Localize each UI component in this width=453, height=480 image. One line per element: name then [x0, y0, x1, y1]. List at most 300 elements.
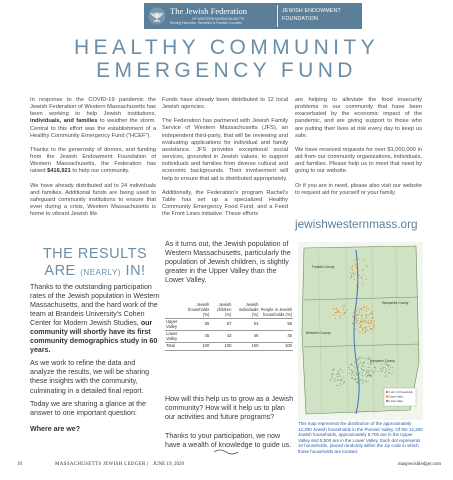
intro-paragraph: Additionally, the Federation's program Rachel's Table has set up a specialized Healthy Community Emergency Food Fund, and a Feed the Front Lines initiative. These efforts [162, 189, 288, 218]
household-dot [344, 381, 345, 382]
household-dot [365, 331, 366, 332]
website-link[interactable]: jewishwesternmass.org [295, 217, 418, 231]
household-dot [361, 317, 362, 318]
household-dot [385, 373, 386, 374]
household-dot [352, 371, 353, 372]
household-dot [349, 369, 350, 370]
household-dot [371, 376, 372, 377]
household-dot [351, 375, 352, 376]
results-text: Thanks to the outstanding participation rates of the Jewish population in Western Massachusetts, and the hard work of the team at Brandeis University's Cohen Center for Modern Jewish Studies, [30, 283, 160, 328]
household-dot [350, 272, 351, 273]
household-dot [340, 376, 341, 377]
results-heading-in: IN! [125, 263, 146, 279]
household-dot [345, 311, 346, 312]
household-dot [331, 374, 332, 375]
household-dot [365, 318, 366, 319]
household-dot [366, 381, 367, 382]
household-dot [370, 328, 371, 329]
household-dot [358, 275, 359, 276]
household-dot [358, 383, 359, 384]
results-paragraph: Thanks to your participation, we now have a wealth of knowledge to guide us. [165, 432, 292, 450]
table-cell: Total [165, 343, 181, 351]
table-cell: 54 [232, 319, 259, 331]
table-cell: 45 [259, 331, 293, 343]
page-number: 10 [17, 462, 22, 467]
household-dot [371, 375, 372, 376]
publication-url[interactable]: masjewishledger.com [398, 462, 442, 467]
household-dot [360, 332, 361, 333]
household-dot [366, 321, 367, 322]
household-dot [340, 379, 341, 380]
household-dot [353, 320, 354, 321]
federation-sub: OF WESTERN MASSACHUSETTS [192, 17, 245, 21]
results-paragraph: Today we are sharing a glance at the answer to one important question: [30, 399, 146, 417]
household-dot [368, 320, 369, 321]
household-dot [361, 368, 362, 369]
household-dot [369, 314, 370, 315]
household-dot [362, 279, 363, 280]
household-dot [350, 365, 351, 366]
household-dot [366, 329, 367, 330]
household-dot [356, 310, 357, 311]
household-dot [373, 321, 374, 322]
household-dot [357, 378, 358, 379]
intro-paragraph: The Federation has partnered with Jewish Family Service of Western Massachusetts (JFS), an independent third-party, that will be reviewing and evaluating applications for individual and family assistance. JFS provides exceptional social services, grounded in Jewish values, to support individuals and families from diverse cultural and economic backgrounds. Their involvement will help to ensure that aid is distributed appropriately. [162, 118, 288, 182]
household-dot [341, 380, 342, 381]
footer-separator: | [147, 462, 149, 467]
household-dot [365, 328, 366, 329]
table-header: Jewish individuals (%) [238, 302, 259, 317]
household-dot [355, 322, 356, 323]
household-dot [340, 369, 341, 370]
household-dot [356, 268, 357, 269]
household-dot [372, 311, 373, 312]
household-dot [344, 305, 345, 306]
household-dot [364, 358, 365, 359]
household-dot [380, 368, 381, 369]
household-dot [359, 378, 360, 379]
results-paragraph: As it turns out, the Jewish population of Western Massachusetts, particularly the population of Jewish children, is slightly greater in the Upper Valley than the Lower Valley. [165, 240, 291, 285]
household-dot [357, 279, 358, 280]
household-dot [361, 314, 362, 315]
map-label-berkshire: Berkshire County [306, 331, 331, 335]
results-paragraph: How will this help us to grow as a Jewish community? How will it help us to plan our activities and future programs? [165, 395, 294, 422]
household-dot [351, 276, 352, 277]
household-dot [373, 317, 374, 318]
table-row [165, 343, 293, 351]
household-dot [348, 367, 349, 368]
menorah-logo-icon [148, 7, 166, 25]
household-dot [349, 277, 350, 278]
household-dot [360, 322, 361, 323]
population-table [165, 302, 293, 351]
household-dot [343, 306, 344, 307]
household-dot [338, 380, 339, 381]
federation-serving: Serving Hampden, Berkshire & Franklin Counties [170, 21, 242, 25]
household-dot [337, 312, 338, 313]
household-dot [391, 374, 392, 375]
results-paragraph [30, 283, 160, 355]
results-column-2 [165, 240, 295, 289]
results-bold-text: our community will shortly have its first community demographics study in 60 years. [30, 319, 158, 355]
household-dot [362, 319, 363, 320]
household-dot [384, 367, 385, 368]
household-dot [355, 316, 356, 317]
table-row [165, 331, 293, 343]
household-dot [359, 364, 360, 365]
household-dot [361, 324, 362, 325]
results-heading-line1: THE RESULTS [42, 246, 148, 262]
household-dot [378, 371, 379, 372]
household-dot [340, 312, 341, 313]
household-dot [388, 365, 389, 366]
household-dot [343, 308, 344, 309]
household-dot [363, 371, 364, 372]
federation-banner [144, 3, 362, 29]
household-dot [351, 277, 352, 278]
household-dot [393, 371, 394, 372]
household-dot [365, 314, 366, 315]
intro-column-2 [162, 97, 288, 225]
household-dot [383, 367, 384, 368]
household-dot [368, 363, 369, 364]
household-dot [359, 308, 360, 309]
legend-lower-swatch [386, 400, 389, 402]
publication-name: MASSACHUSETTS JEWISH LEDGER [55, 462, 146, 467]
table-cell: Lower Valley [165, 331, 181, 343]
household-dot [374, 327, 375, 328]
intro-paragraph: Or if you are in need, please also visit our website to request aid for yourself or your family. [295, 182, 422, 196]
household-dot [390, 367, 391, 368]
household-dot [356, 382, 357, 383]
household-dot [369, 326, 370, 327]
household-dot [355, 264, 356, 265]
household-dot [357, 360, 358, 361]
household-dot [356, 374, 357, 375]
household-dot [368, 367, 369, 368]
household-dot [367, 322, 368, 323]
household-dot [337, 376, 338, 377]
household-dot [373, 326, 374, 327]
household-dot [358, 372, 359, 373]
intro-text: Thanks to the generosity of donors, and funding from the Jewish Endowment Foundation of Western Massachusetts, the Federation has raised [30, 146, 156, 175]
household-dot [358, 357, 359, 358]
decorative-squiggle-icon [212, 448, 244, 456]
household-dot [347, 310, 348, 311]
table-cell: 100 [181, 343, 210, 351]
household-dot [343, 383, 344, 384]
household-dot [339, 374, 340, 375]
household-dot [333, 374, 334, 375]
household-dot [366, 311, 367, 312]
household-dot [356, 285, 357, 286]
table-header: Jewish households (%) [187, 302, 210, 317]
table-header: Jewish children (%) [216, 302, 232, 317]
household-dot [358, 358, 359, 359]
household-dot [370, 364, 371, 365]
household-dot [385, 371, 386, 372]
table-cell: 45 [181, 331, 210, 343]
household-dot [353, 375, 354, 376]
household-dot [366, 327, 367, 328]
table-cell: 100 [210, 343, 232, 351]
household-dot [353, 272, 354, 273]
household-dot [333, 314, 334, 315]
household-dot [372, 371, 373, 372]
household-dot [351, 377, 352, 378]
household-dot [359, 323, 360, 324]
household-dot [343, 377, 344, 378]
map-label-hampden: Hampden County [370, 359, 395, 363]
household-dot [358, 314, 359, 315]
household-dot [371, 320, 372, 321]
household-dot [366, 314, 367, 315]
household-dot [334, 379, 335, 380]
household-dot [364, 327, 365, 328]
household-dot [356, 373, 357, 374]
household-dot [351, 364, 352, 365]
results-column-1 [30, 283, 160, 438]
amount-raised: $416,921 [47, 168, 71, 175]
household-dot [367, 370, 368, 371]
household-dot [334, 308, 335, 309]
household-dot [356, 363, 357, 364]
household-dot [361, 373, 362, 374]
household-dot [354, 279, 355, 280]
household-dot [339, 385, 340, 386]
household-dot [373, 324, 374, 325]
household-dot [354, 367, 355, 368]
household-dot [360, 326, 361, 327]
household-dot [367, 317, 368, 318]
household-dot [368, 359, 369, 360]
household-dot [354, 260, 355, 261]
household-dot [353, 274, 354, 275]
household-dot [352, 265, 353, 266]
household-dot [336, 310, 337, 311]
table-cell: 100 [259, 343, 293, 351]
intro-paragraph: We have received requests for over $1,000,000 in aid from our community organizations, individuals, and families. Please help us to meet that need by going to our website. [295, 146, 422, 175]
household-dot [358, 365, 359, 366]
household-dot [357, 259, 358, 260]
household-dot [344, 312, 345, 313]
pioneer-valley-map [298, 242, 423, 420]
household-dot [335, 378, 336, 379]
legend-label: Upper Valley [389, 395, 404, 399]
household-dot [341, 384, 342, 385]
household-dot [362, 333, 363, 334]
household-dot [353, 273, 354, 274]
household-dot [357, 308, 358, 309]
household-dot [333, 308, 334, 309]
household-dot [355, 273, 356, 274]
household-dot [381, 370, 382, 371]
household-dot [364, 306, 365, 307]
household-dot [366, 265, 367, 266]
household-dot [363, 380, 364, 381]
headline-line2: EMERGENCY FUND [96, 59, 357, 82]
household-dot [362, 328, 363, 329]
household-dot [361, 277, 362, 278]
banner-divider [277, 5, 278, 27]
household-dot [362, 381, 363, 382]
household-dot [332, 376, 333, 377]
results-heading-line2 [30, 263, 160, 279]
household-dot [384, 376, 385, 377]
household-dot [337, 373, 338, 374]
household-dot [359, 311, 360, 312]
household-dot [351, 267, 352, 268]
household-dot [386, 370, 387, 371]
household-dot [357, 375, 358, 376]
household-dot [360, 321, 361, 322]
household-dot [352, 365, 353, 366]
results-heading-nearly: (NEARLY) [80, 268, 122, 277]
household-dot [352, 316, 353, 317]
household-dot [336, 374, 337, 375]
household-dot [359, 373, 360, 374]
household-dot [353, 323, 354, 324]
household-dot [365, 330, 366, 331]
legend-label: Lower Valley [389, 400, 404, 403]
household-dot [362, 375, 363, 376]
household-dot [331, 378, 332, 379]
household-dot [355, 318, 356, 319]
household-dot [362, 285, 363, 286]
household-dot [360, 362, 361, 363]
household-dot [367, 375, 368, 376]
household-dot [364, 274, 365, 275]
household-dot [358, 286, 359, 287]
household-dot [371, 311, 372, 312]
household-dot [368, 372, 369, 373]
household-dot [368, 309, 369, 310]
household-dot [334, 369, 335, 370]
household-dot [354, 361, 355, 362]
household-dot [368, 370, 369, 371]
federation-name: The Jewish Federation [170, 6, 247, 16]
household-dot [371, 321, 372, 322]
household-dot [362, 270, 363, 271]
household-dot [374, 320, 375, 321]
household-dot [367, 330, 368, 331]
intro-bold-text: individuals, and families [30, 118, 98, 125]
household-dot [369, 367, 370, 368]
household-dot [335, 318, 336, 319]
household-dot [336, 308, 337, 309]
household-dot [371, 369, 372, 370]
household-dot [338, 371, 339, 372]
household-dot [389, 365, 390, 366]
household-dot [357, 320, 358, 321]
household-dot [364, 366, 365, 367]
household-dot [366, 371, 367, 372]
household-dot [365, 322, 366, 323]
household-dot [363, 269, 364, 270]
household-dot [381, 364, 382, 365]
intro-paragraph [30, 147, 156, 176]
intro-paragraph: Funds have already been distributed to 12 local Jewish agencies. [162, 97, 288, 111]
legend-upper-swatch [386, 396, 389, 398]
map-caption: This map represents the distribution of the approximately 12,200 Jewish households in the Pioneer Valley. Of the 12,200 Jewish households, approximately 6,700 are in the Upper Valley and 5,500 are in the Lower Valley. Each dot represents 10 households, placed randomly within the zip code in which those households are located. [298, 421, 423, 454]
household-dot [355, 363, 356, 364]
table-header-row [165, 302, 293, 319]
household-dot [339, 383, 340, 384]
household-dot [342, 306, 343, 307]
household-dot [356, 321, 357, 322]
household-dot [366, 279, 367, 280]
household-dot [355, 371, 356, 372]
household-dot [351, 275, 352, 276]
intro-paragraph: We have already distributed aid to 24 individuals and families. Additional funds are being used to safeguard community institutions to ensure that even during a crisis, Western Massachusetts is home to vibrant Jewish life. [30, 182, 156, 218]
household-dot [340, 315, 341, 316]
household-dot [363, 362, 364, 363]
table-row [165, 319, 293, 331]
results-column-2-continued [165, 395, 295, 454]
household-dot [366, 358, 367, 359]
household-dot [355, 369, 356, 370]
household-dot [362, 329, 363, 330]
federation-tagline [170, 17, 244, 25]
intro-paragraph [30, 97, 156, 140]
household-dot [365, 374, 366, 375]
household-dot [366, 306, 367, 307]
household-dot [352, 378, 353, 379]
intro-paragraph: are helping to alleviate the food insecurity problems in our community that have been exacerbated by the economic impact of the pandemic, and are giving support to those who are putting their lives at risk every day to keep us safe. [295, 97, 422, 139]
table-header: People in Jewish households (%) [260, 307, 292, 317]
household-dot [372, 329, 373, 330]
legend-label: 1 dot = 10 households [389, 391, 413, 394]
household-dot [375, 370, 376, 371]
legend-dot-icon [386, 391, 388, 393]
household-dot [362, 383, 363, 384]
household-dot [384, 364, 385, 365]
household-dot [356, 365, 357, 366]
household-dot [372, 313, 373, 314]
table-cell: 100 [232, 343, 259, 351]
household-dot [361, 356, 362, 357]
household-dot [355, 378, 356, 379]
headline-line1: HEALTHY COMMUNITY [73, 36, 380, 59]
household-dot [349, 373, 350, 374]
household-dot [392, 367, 393, 368]
intro-text: to weather the storm. Central to this effort was the establishment of a Healthy Community Emergency Fund ("HCEF"). [30, 118, 156, 139]
household-dot [332, 370, 333, 371]
household-dot [365, 320, 366, 321]
household-dot [382, 371, 383, 372]
household-dot [331, 373, 332, 374]
household-dot [360, 379, 361, 380]
household-dot [357, 331, 358, 332]
household-dot [357, 266, 358, 267]
household-dot [356, 266, 357, 267]
household-dot [335, 312, 336, 313]
table-cell: 55 [181, 319, 210, 331]
household-dot [344, 313, 345, 314]
household-dot [362, 365, 363, 366]
table-cell: Upper Valley [165, 319, 181, 331]
household-dot [389, 372, 390, 373]
household-dot [356, 318, 357, 319]
household-dot [366, 369, 367, 370]
household-dot [358, 373, 359, 374]
household-dot [364, 259, 365, 260]
household-dot [366, 308, 367, 309]
household-dot [359, 312, 360, 313]
household-dot [386, 364, 387, 365]
results-question: Where are we? [30, 424, 81, 433]
household-dot [357, 323, 358, 324]
